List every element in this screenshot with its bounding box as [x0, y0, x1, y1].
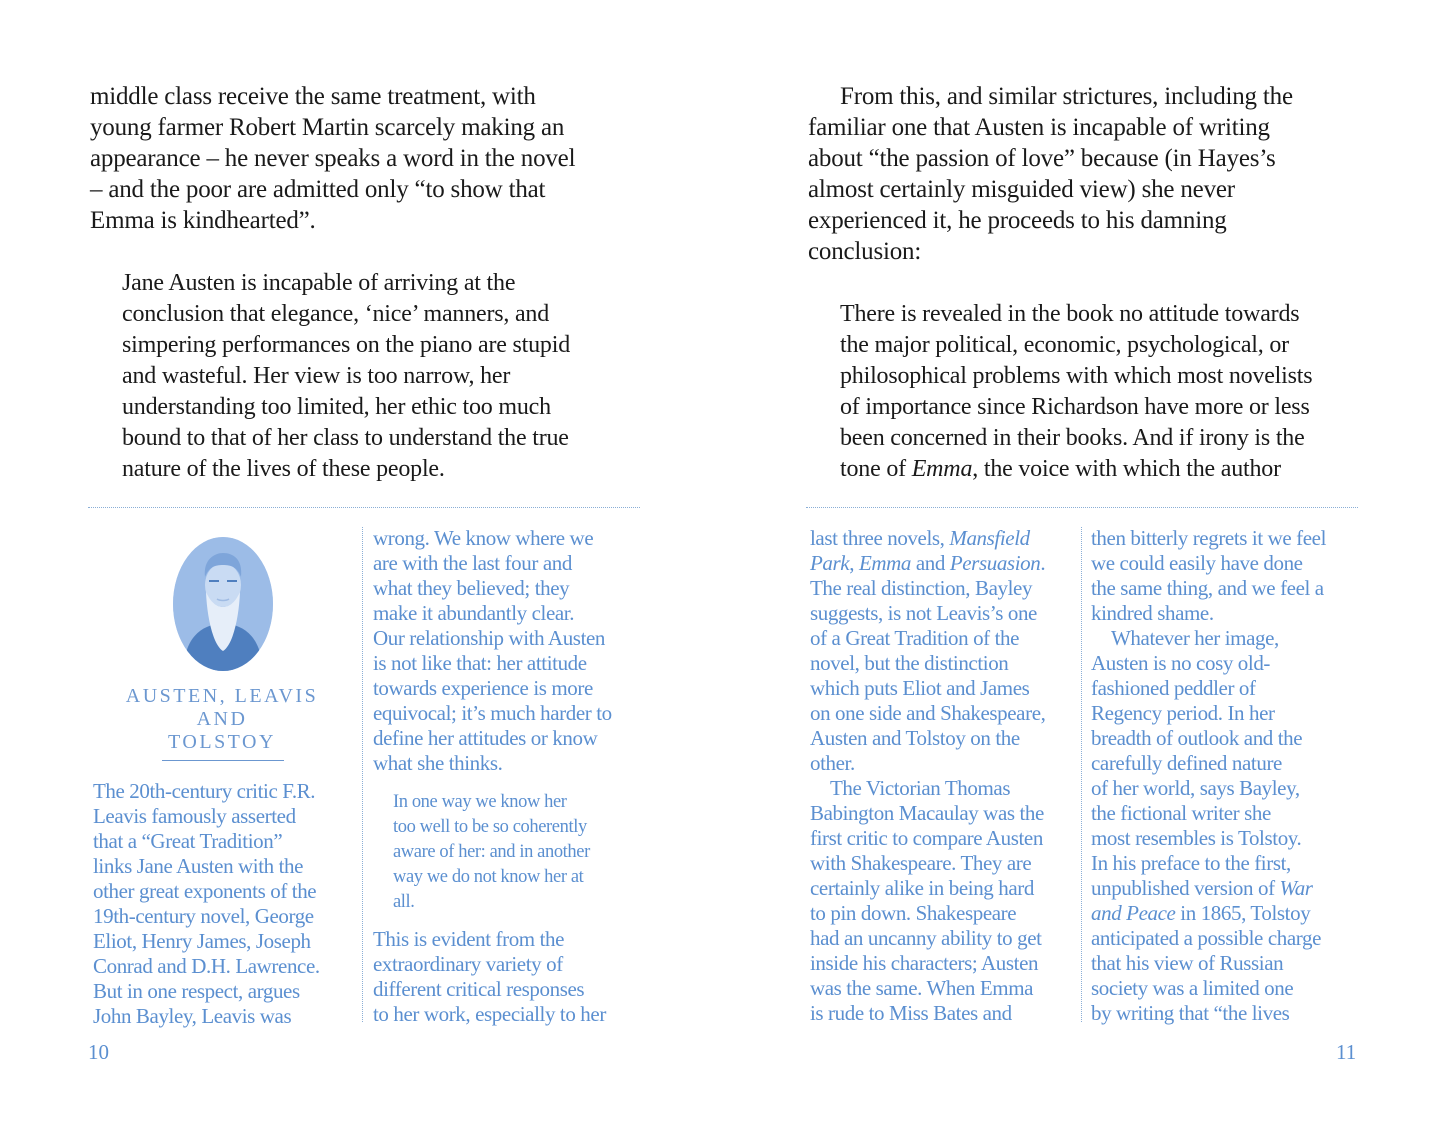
col-line: that a “Great Tradition”: [93, 829, 283, 853]
col-line: different critical responses: [373, 977, 585, 1001]
col-line: anticipated a possible charge: [1091, 926, 1322, 950]
col-line: had an uncanny ability to get: [810, 926, 1042, 950]
col-line: which puts Eliot and James: [810, 676, 1030, 700]
quote-line: aware of her: and in another: [393, 842, 590, 862]
col-line: carefully defined nature: [1091, 751, 1282, 775]
quote-line: all.: [393, 892, 415, 912]
col-line: Whatever her image,: [1111, 626, 1279, 650]
left-block-quote: [122, 268, 662, 485]
col-line: what they believed; they: [373, 576, 570, 600]
col-line: breadth of outlook and the: [1091, 726, 1303, 750]
col-line: fashioned peddler of: [1091, 676, 1256, 700]
quote-line: bound to that of her class to understand the true: [122, 425, 569, 451]
col-line: Conrad and D.H. Lawrence.: [93, 954, 320, 978]
col-line: Babington Macaulay was the: [810, 801, 1044, 825]
body-line: experienced it, he proceeds to his damning: [808, 207, 1227, 234]
quote-line: way we do not know her at: [393, 867, 584, 887]
book-title: Emma: [858, 551, 911, 575]
col-line: Austen and Tolstoy on the: [810, 726, 1020, 750]
left-body-text: [90, 81, 650, 236]
col-line: is rude to Miss Bates and: [810, 1001, 1012, 1025]
quote-line: too well to be so coherently: [393, 817, 587, 837]
col-line: [1091, 901, 1361, 926]
col-text: in 1865, Tolstoy: [1175, 901, 1311, 925]
col-line: In his preface to the first,: [1091, 851, 1291, 875]
quote-line: been concerned in their books. And if irony is the: [840, 425, 1305, 451]
quote-line: Jane Austen is incapable of arriving at the: [122, 270, 516, 296]
col-line: John Bayley, Leavis was: [93, 1004, 292, 1028]
col-text: .: [1040, 551, 1046, 575]
heading-underline: [162, 760, 284, 761]
col-line: define her attitudes or know: [373, 726, 598, 750]
col-line: [1091, 876, 1361, 901]
col-line: novel, but the distinction: [810, 651, 1009, 675]
body-line: From this, and similar strictures, including the: [840, 83, 1293, 110]
col-line: Austen is no cosy old-: [1091, 651, 1271, 675]
quote-line: In one way we know her: [393, 792, 567, 812]
col-line: suggests, is not Leavis’s one: [810, 601, 1037, 625]
col-line: [810, 526, 1078, 551]
col-line: Our relationship with Austen: [373, 626, 606, 650]
col-line: society was a limited one: [1091, 976, 1294, 1000]
quote-line: and wasteful. Her view is too narrow, her: [122, 363, 511, 389]
col-line: Eliot, Henry James, Joseph: [93, 929, 311, 953]
quote-title: Emma: [911, 456, 973, 482]
col-line: wrong. We know where we: [373, 526, 594, 550]
col-line: Regency period. In her: [1091, 701, 1275, 725]
book-title: and Peace: [1091, 901, 1176, 925]
body-line: almost certainly misguided view) she never: [808, 176, 1235, 203]
col-line: most resembles is Tolstoy.: [1091, 826, 1302, 850]
col-line: is not like that: her attitude: [373, 651, 587, 675]
heading-line: AND: [196, 708, 248, 730]
sidebar-heading: [110, 685, 334, 754]
col-line: of her world, says Bayley,: [1091, 776, 1300, 800]
quote-line: philosophical problems with which most novelists: [840, 363, 1313, 389]
col-line: But in one respect, argues: [93, 979, 300, 1003]
col-text: last three novels,: [810, 526, 950, 550]
col-line: 19th-century novel, George: [93, 904, 314, 928]
page-number: 11: [1336, 1040, 1357, 1064]
heading-line: TOLSTOY: [168, 731, 276, 753]
col-line: kindred shame.: [1091, 601, 1214, 625]
col-line: of a Great Tradition of the: [810, 626, 1020, 650]
body-line: about “the passion of love” because (in Hayes’s: [808, 145, 1276, 172]
col-line: certainly alike in being hard: [810, 876, 1034, 900]
col-line: first critic to compare Austen: [810, 826, 1043, 850]
page-number: 10: [88, 1040, 109, 1064]
body-line: familiar one that Austen is incapable of writing: [808, 114, 1270, 141]
quote-line: [840, 454, 1400, 485]
col-line: towards experience is more: [373, 676, 593, 700]
col-line: This is evident from the: [373, 927, 565, 951]
col-line: equivocal; it’s much harder to: [373, 701, 612, 725]
sidebar-column-2: [373, 526, 643, 1027]
column-divider: [1081, 527, 1082, 1022]
body-line: – and the poor are admitted only “to show that: [90, 176, 546, 203]
quote-line: There is revealed in the book no attitude towards: [840, 301, 1300, 327]
column-divider: [362, 527, 363, 1022]
book-title: Persuasion: [949, 551, 1041, 575]
col-line: the same thing, and we feel a: [1091, 576, 1324, 600]
col-text: ,: [849, 551, 859, 575]
body-line: appearance – he never speaks a word in the novel: [90, 145, 576, 172]
book-title: War: [1279, 876, 1313, 900]
body-line: Emma is kindhearted”.: [90, 207, 316, 234]
col-line: to her work, especially to her: [373, 1002, 606, 1026]
col-line: Leavis famously asserted: [93, 804, 296, 828]
col-line: inside his characters; Austen: [810, 951, 1039, 975]
quote-text: , the voice with which the author: [972, 456, 1281, 482]
sidebar-column-1: [93, 779, 355, 1029]
heading-line: AUSTEN, LEAVIS: [125, 685, 319, 707]
body-line: middle class receive the same treatment, with: [90, 83, 536, 110]
sidebar-column-4: [1091, 526, 1361, 1026]
tolstoy-portrait-icon: [173, 537, 273, 671]
col-line: The real distinction, Bayley: [810, 576, 1033, 600]
left-page: [0, 0, 722, 1127]
quote-line: simpering performances on the piano are stupid: [122, 332, 570, 358]
col-line: The Victorian Thomas: [830, 776, 1011, 800]
col-text: unpublished version of: [1091, 876, 1280, 900]
col-text: and: [911, 551, 950, 575]
right-page: [722, 0, 1445, 1127]
section-divider: [88, 507, 640, 508]
book-title: Park: [810, 551, 850, 575]
col-line: other great exponents of the: [93, 879, 317, 903]
col-line: extraordinary variety of: [373, 952, 563, 976]
right-body-text: [808, 81, 1368, 267]
col-line: on one side and Shakespeare,: [810, 701, 1046, 725]
quote-line: understanding too limited, her ethic too much: [122, 394, 551, 420]
col-line: to pin down. Shakespeare: [810, 901, 1017, 925]
col-line: make it abundantly clear.: [373, 601, 575, 625]
col-line: with Shakespeare. They are: [810, 851, 1032, 875]
col-line: then bitterly regrets it we feel: [1091, 526, 1327, 550]
col-line: we could easily have done: [1091, 551, 1303, 575]
quote-line: the major political, economic, psychological, or: [840, 332, 1289, 358]
col-line: The 20th-century critic F.R.: [93, 779, 316, 803]
body-line: young farmer Robert Martin scarcely making an: [90, 114, 565, 141]
quote-line: conclusion that elegance, ‘nice’ manners, and: [122, 301, 550, 327]
col-line: the fictional writer she: [1091, 801, 1271, 825]
col-line: what she thinks.: [373, 751, 503, 775]
col-line: that his view of Russian: [1091, 951, 1284, 975]
col-line: links Jane Austen with the: [93, 854, 304, 878]
col-line: are with the last four and: [373, 551, 572, 575]
right-block-quote: [840, 299, 1400, 485]
col-line: was the same. When Emma: [810, 976, 1034, 1000]
col-line: [810, 551, 1078, 576]
sidebar-column-3: [810, 526, 1078, 1026]
col-line: other.: [810, 751, 855, 775]
book-title: Mansfield: [949, 526, 1030, 550]
section-divider: [806, 507, 1358, 508]
quote-line: of importance since Richardson have more or less: [840, 394, 1310, 420]
col-line: by writing that “the lives: [1091, 1001, 1290, 1025]
quote-text: tone of: [840, 456, 912, 482]
body-line: conclusion:: [808, 238, 922, 265]
quote-line: nature of the lives of these people.: [122, 456, 445, 482]
sidebar-quote: [393, 790, 643, 915]
